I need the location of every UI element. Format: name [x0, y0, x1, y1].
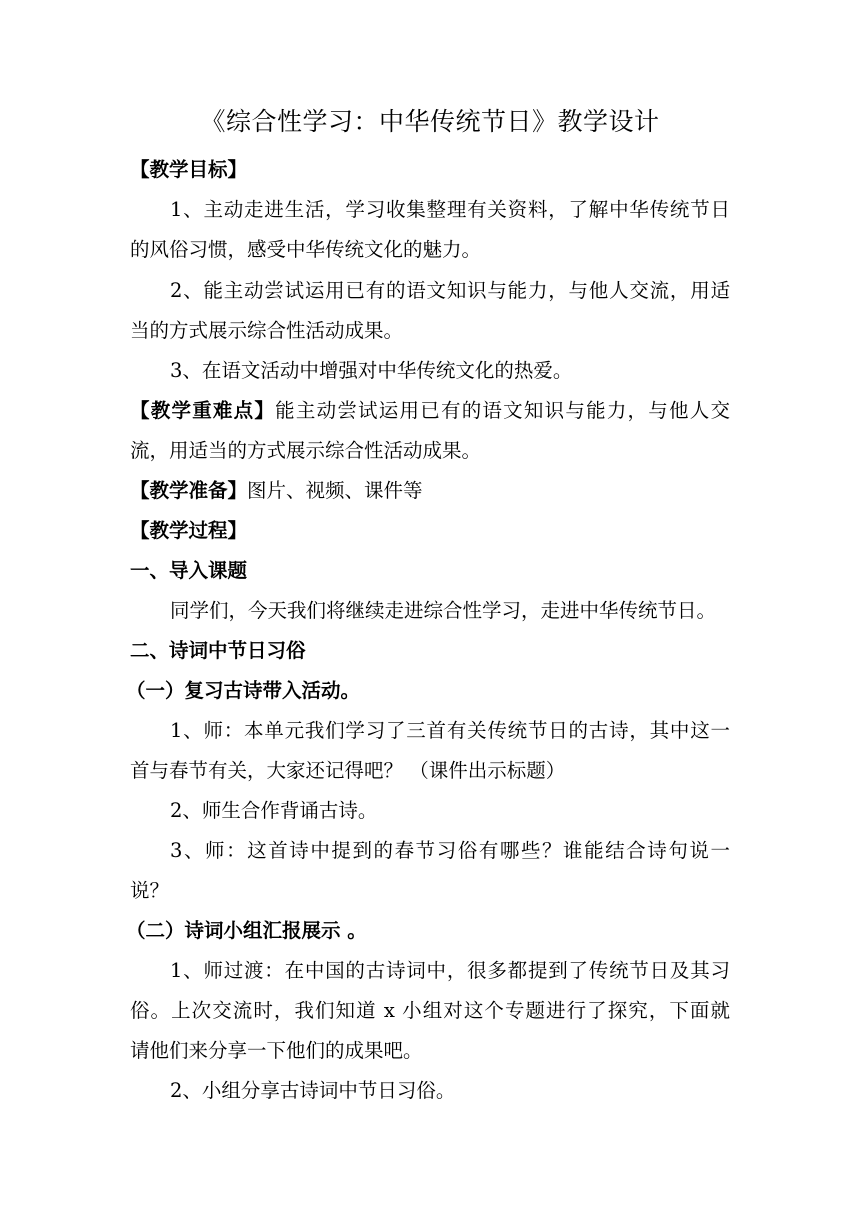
part-1-item-1-line-1: 1、师：本单元我们学习了三首有关传统节日的古诗，其中这一 — [170, 719, 730, 742]
part-2-heading: （二）诗词小组汇报展示 。 — [126, 919, 367, 942]
key-points-paragraph — [130, 391, 730, 431]
part-2-item-2: 2、小组分享古诗词中节日习俗。 — [170, 1079, 456, 1102]
section-1-text: 同学们，今天我们将继续走进综合性学习，走进中华传统节日。 — [170, 599, 717, 622]
key-points-label: 【教学重难点】 — [130, 399, 276, 422]
part-2-item-1-line-3: 请他们来分享一下他们的成果吧。 — [130, 1039, 423, 1062]
part-2-item-1-line-2: 俗。上次交流时，我们知道 x 小组对这个专题进行了探究，下面就 — [130, 999, 730, 1022]
objective-1-line-1: 1、主动走进生活，学习收集整理有关资料，了解中华传统节日 — [170, 198, 730, 221]
part-2-item-1-line-1: 1、师过渡：在中国的古诗词中，很多都提到了传统节日及其习 — [170, 959, 730, 982]
preparation-text: 图片、视频、课件等 — [247, 479, 423, 502]
preparation-label: 【教学准备】 — [130, 479, 248, 502]
part-1-heading: （一）复习古诗带入活动。 — [126, 679, 361, 702]
key-points-line-1: 能主动尝试运用已有的语文知识与能力，与他人交 — [275, 399, 730, 422]
part-1-item-3-line-1: 3、师：这首诗中提到的春节习俗有哪些？谁能结合诗句说一 — [170, 839, 730, 862]
objective-2-line-2: 当的方式展示综合性活动成果。 — [130, 319, 404, 342]
objective-1-line-2: 的风俗习惯，感受中华传统文化的魅力。 — [130, 238, 482, 261]
part-1-item-1-line-2: 首与春节有关，大家还记得吧？ （课件出示标题） — [130, 759, 566, 782]
section-2-heading: 二、诗词中节日习俗 — [130, 639, 306, 662]
objective-2-line-1: 2、能主动尝试运用已有的语文知识与能力，与他人交流，用适 — [170, 279, 730, 302]
document-title: 《综合性学习：中华传统节日》教学设计 — [200, 107, 660, 136]
key-points-line-2: 流，用适当的方式展示综合性活动成果。 — [130, 439, 482, 462]
part-1-item-3-line-2: 说？ — [130, 879, 170, 902]
objective-3: 3、在语文活动中增强对中华传统文化的热爱。 — [170, 359, 573, 382]
process-heading: 【教学过程】 — [130, 519, 248, 542]
objectives-heading: 【教学目标】 — [130, 158, 248, 181]
preparation-paragraph — [130, 471, 730, 511]
part-1-item-2: 2、师生合作背诵古诗。 — [170, 799, 378, 822]
section-1-heading: 一、导入课题 — [130, 559, 248, 582]
